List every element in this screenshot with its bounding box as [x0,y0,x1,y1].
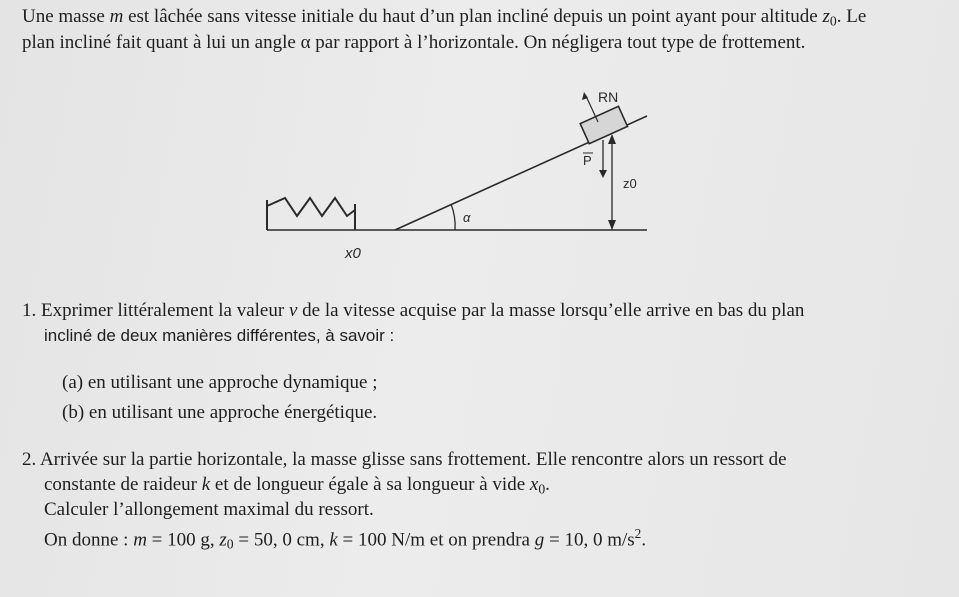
mass-block [580,106,627,143]
question-number: 1. [22,300,37,321]
intro-text: est lâchée sans vitesse initiale du haut d’un plan incliné depuis un point ayant pour altitude [123,6,823,27]
spring-icon [267,198,355,216]
intro-text: Une masse [22,6,110,27]
z-value: = 50, 0 cm, [233,529,330,551]
question-number: 2. [22,449,37,470]
intro-line-2: plan incliné fait quant à lui un angle α par rapport à l’horizontale. On négligera tout type de frottement. [22,32,806,53]
question-1b [62,402,377,424]
inclined-plane-figure [255,70,675,270]
k-symbol: k [201,474,211,495]
z-subscript: 0 [226,536,234,552]
x0-symbol: x [529,474,539,495]
z0-subscript: 0 [829,13,837,29]
spring-length-label: x0 [345,245,361,262]
question-text: constante de raideur [44,474,202,495]
item-text: en utilisant une approche énergétique. [88,402,378,423]
m-value: = 100 g, [146,529,220,551]
question-2-data-line [44,526,646,553]
mass-symbol: m [109,6,124,27]
angle-label: α [463,210,471,225]
z-symbol: z [219,529,227,551]
question-1a [62,372,378,394]
k-symbol: k [329,529,338,551]
weight-label: P [583,153,592,168]
question-text: de la vitesse acquise par la masse lorsqu’elle arrive en bas du plan [297,300,805,321]
question-1-line-2: incliné de deux manières différentes, à savoir : [44,326,395,345]
data-end: . [641,529,647,551]
z0-symbol: z [822,6,830,27]
height-arrowhead-bottom [608,220,616,230]
g-exponent: 2 [634,526,642,541]
g-value: = 10, 0 m/s [544,529,635,551]
g-symbol: g [534,529,545,551]
question-2-line-1 [22,449,787,471]
intro-line-1 [22,6,866,29]
question-2-line-3: Calculer l’allongement maximal du ressort. [44,499,374,520]
question-text: Arrivée sur la partie horizontale, la masse glisse sans frottement. Elle rencontre alors un ressort de [39,449,787,470]
m-symbol: m [133,529,147,551]
question-text: . [545,474,550,495]
intro-text: . Le [836,6,867,27]
x0-subscript: 0 [538,481,546,497]
angle-arc [451,204,455,230]
question-text: et de longueur égale à sa longueur à vide [210,474,530,495]
v-symbol: v [288,300,298,321]
question-text: Exprimer littéralement la valeur [41,300,289,321]
item-marker: (b) [62,402,85,423]
question-2-line-2 [44,474,550,497]
data-intro: On donne : [44,529,134,551]
weight-arrowhead [599,170,607,178]
normal-force-label: RN [598,89,619,105]
k-value: = 100 N/m et on prendra [337,529,535,551]
item-text: en utilisant une approche dynamique ; [87,372,378,393]
item-marker: (a) [62,372,84,393]
height-label: z0 [623,176,637,191]
question-1-line-1 [22,300,804,322]
